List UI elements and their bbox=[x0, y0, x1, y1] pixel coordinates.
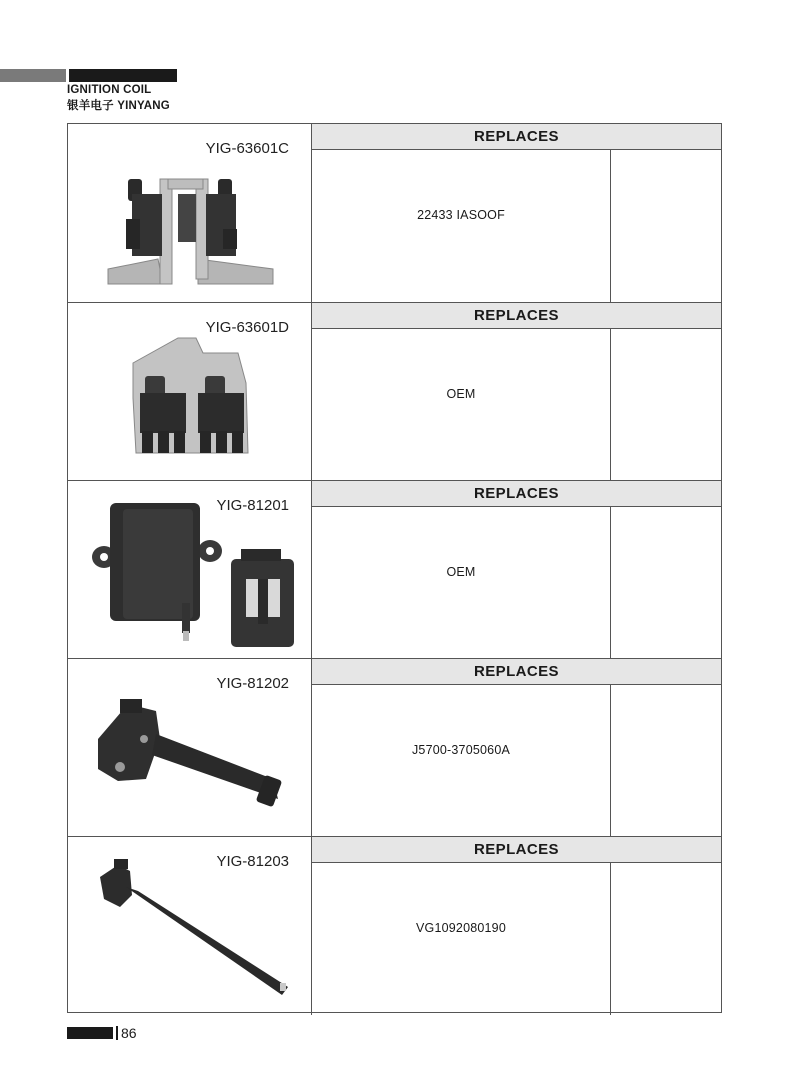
blank-cell bbox=[611, 150, 721, 302]
header-title-bar bbox=[69, 69, 177, 82]
replaces-header: REPLACES bbox=[312, 837, 721, 863]
replaces-header: REPLACES bbox=[312, 481, 721, 507]
product-row bbox=[68, 480, 721, 659]
product-row bbox=[68, 302, 721, 481]
model-number: YIG-63601C bbox=[205, 140, 289, 157]
model-number: YIG-81203 bbox=[216, 853, 289, 870]
footer-divider bbox=[116, 1026, 118, 1040]
page-number: 86 bbox=[121, 1025, 137, 1041]
product-row bbox=[68, 124, 721, 302]
blank-cell bbox=[611, 685, 721, 837]
brand-name: 银羊电子 YINYANG bbox=[67, 100, 170, 112]
model-number: YIG-81202 bbox=[216, 675, 289, 692]
product-image-cell bbox=[68, 303, 312, 481]
oem-cell bbox=[312, 685, 611, 837]
footer-accent-bar bbox=[67, 1027, 113, 1039]
product-image-cell bbox=[68, 837, 312, 1015]
oem-number: 22433 IASOOF bbox=[417, 208, 505, 222]
section-title: IGNITION COIL bbox=[67, 84, 152, 96]
oem-cell bbox=[312, 507, 611, 659]
blank-cell bbox=[611, 329, 721, 481]
product-image-cell bbox=[68, 124, 312, 302]
product-image-cell bbox=[68, 481, 312, 659]
header-accent-bar bbox=[0, 69, 66, 82]
model-number: YIG-81201 bbox=[216, 497, 289, 514]
product-table bbox=[67, 123, 722, 1013]
oem-number: OEM bbox=[446, 387, 476, 401]
product-row bbox=[68, 658, 721, 837]
model-number: YIG-63601D bbox=[205, 319, 289, 336]
replaces-header: REPLACES bbox=[312, 659, 721, 685]
product-row bbox=[68, 836, 721, 1015]
oem-cell bbox=[312, 150, 611, 302]
oem-number: OEM bbox=[446, 565, 476, 579]
blank-cell bbox=[611, 507, 721, 659]
oem-cell bbox=[312, 329, 611, 481]
oem-cell bbox=[312, 863, 611, 1015]
replaces-header: REPLACES bbox=[312, 303, 721, 329]
oem-number: J5700-3705060A bbox=[411, 743, 511, 757]
oem-number: VG1092080190 bbox=[416, 921, 506, 935]
blank-cell bbox=[611, 863, 721, 1015]
product-image-cell bbox=[68, 659, 312, 837]
replaces-header: REPLACES bbox=[312, 124, 721, 150]
